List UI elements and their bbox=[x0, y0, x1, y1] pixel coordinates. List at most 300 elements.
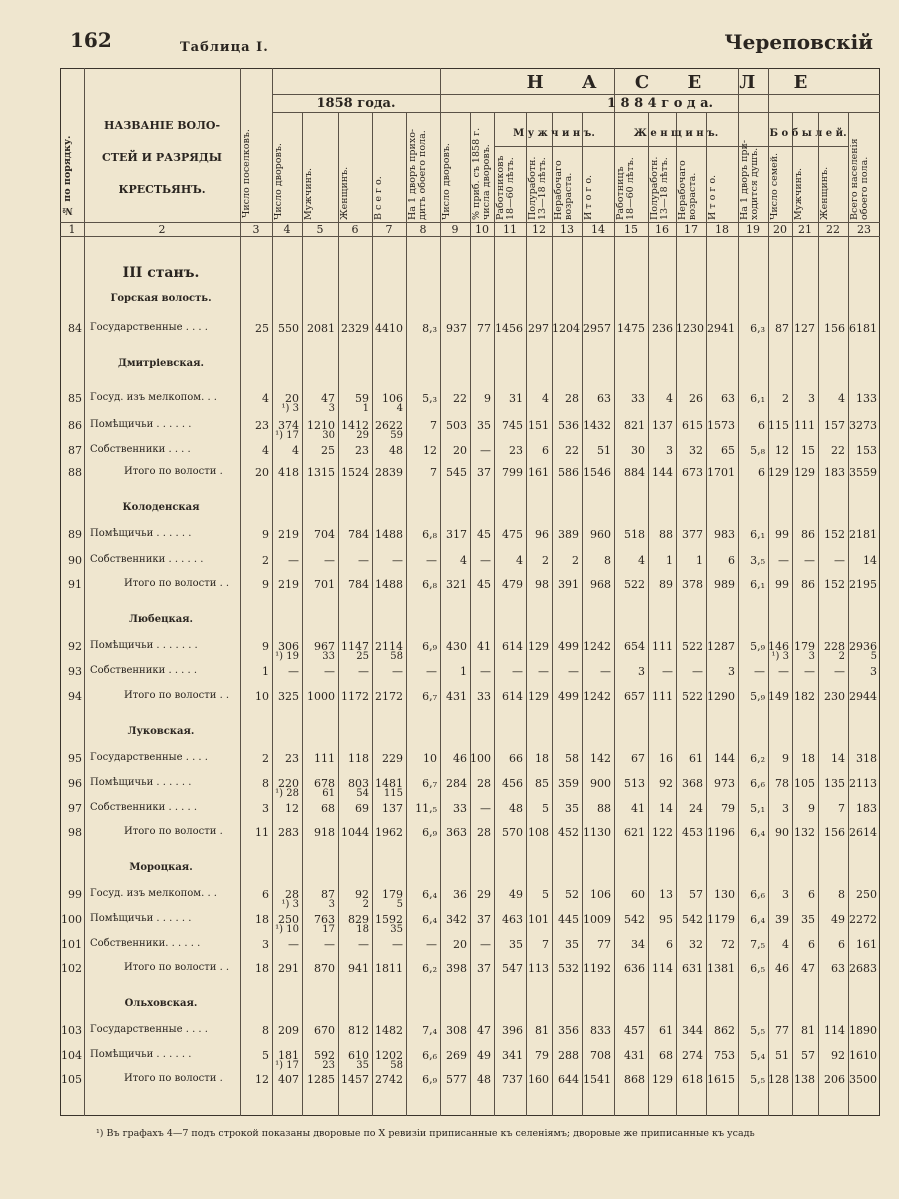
table-cell: 900 bbox=[590, 777, 611, 790]
table-cell: 152 bbox=[824, 528, 845, 541]
table-cell: 1287 bbox=[707, 640, 735, 653]
table-cell: 701 bbox=[314, 578, 335, 591]
page-number: 162 bbox=[70, 28, 112, 52]
column-c7: В с е г о. bbox=[373, 176, 384, 220]
table-cell: 130 bbox=[714, 888, 735, 901]
table-cell: 79 bbox=[721, 802, 735, 815]
table-subcell: 17 bbox=[322, 924, 335, 935]
table-cell: 6,₃ bbox=[750, 322, 765, 335]
table-cell: 181 bbox=[278, 1049, 299, 1062]
table-cell: 1432 bbox=[583, 419, 611, 432]
table-cell: 46 bbox=[775, 962, 789, 975]
table-cell: 5 bbox=[542, 802, 549, 815]
column-number: 23 bbox=[857, 223, 871, 236]
column-number: 11 bbox=[503, 223, 517, 236]
table-cell: 6,₄ bbox=[422, 913, 437, 926]
table-cell: 4 bbox=[838, 392, 845, 405]
column-c18: И т о г о. bbox=[707, 174, 718, 220]
table-cell: 46 bbox=[453, 752, 467, 765]
table-cell: — bbox=[754, 665, 765, 678]
table-cell: 152 bbox=[824, 578, 845, 591]
table-cell: 829 bbox=[348, 913, 369, 926]
row-label: Помѣщичьи . . . . . . bbox=[90, 777, 192, 788]
table-cell: 37 bbox=[477, 466, 491, 479]
table-cell: 6,₁ bbox=[750, 392, 765, 405]
row-number: 85 bbox=[68, 392, 82, 405]
header-1884: 1 8 8 4 г о д а. bbox=[606, 96, 714, 111]
table-cell: — bbox=[324, 665, 335, 678]
table-cell: 463 bbox=[502, 913, 523, 926]
table-cell: 6 bbox=[808, 888, 815, 901]
table-cell: 1890 bbox=[849, 1024, 877, 1037]
table-cell: 22 bbox=[453, 392, 467, 405]
table-cell: 45 bbox=[477, 578, 491, 591]
table-cell: 63 bbox=[831, 962, 845, 975]
table-cell: — bbox=[480, 444, 491, 457]
table-cell: 1009 bbox=[583, 913, 611, 926]
table-cell: 1172 bbox=[341, 690, 369, 703]
table-cell: 884 bbox=[624, 466, 645, 479]
table-cell: 4 bbox=[262, 444, 269, 457]
table-cell: 547 bbox=[502, 962, 523, 975]
row-number: 90 bbox=[68, 554, 82, 567]
table-cell: 8 bbox=[604, 554, 611, 567]
table-cell: 763 bbox=[314, 913, 335, 926]
table-cell: 941 bbox=[348, 962, 369, 975]
table-cell: 678 bbox=[314, 777, 335, 790]
table-cell: 230 bbox=[824, 690, 845, 703]
column-number: 8 bbox=[419, 223, 427, 236]
table-cell: 52 bbox=[565, 888, 579, 901]
table-cell: 3559 bbox=[849, 466, 877, 479]
table-cell: 5,₉ bbox=[750, 690, 765, 703]
table-cell: 5 bbox=[542, 888, 549, 901]
table-cell: 137 bbox=[652, 419, 673, 432]
table-cell: 14 bbox=[863, 554, 877, 567]
table-cell: 4 bbox=[516, 554, 523, 567]
column-number: 1 bbox=[68, 223, 76, 236]
table-cell: 1615 bbox=[707, 1073, 735, 1086]
table-cell: 5,₃ bbox=[422, 392, 437, 405]
column-number: 15 bbox=[624, 223, 638, 236]
table-cell: 26 bbox=[689, 392, 703, 405]
table-cell: — bbox=[480, 802, 491, 815]
table-cell: 753 bbox=[714, 1049, 735, 1062]
table-cell: 3273 bbox=[849, 419, 877, 432]
table-cell: 522 bbox=[682, 690, 703, 703]
table-cell: 522 bbox=[682, 640, 703, 653]
table-cell: 4 bbox=[638, 554, 645, 567]
table-cell: 129 bbox=[652, 1073, 673, 1086]
table-cell: 708 bbox=[590, 1049, 611, 1062]
table-cell: 6,₉ bbox=[422, 640, 437, 653]
table-cell: 1573 bbox=[707, 419, 735, 432]
table-cell: 114 bbox=[824, 1024, 845, 1037]
table-cell: — bbox=[288, 665, 299, 678]
table-subcell: ¹) 3 bbox=[771, 651, 789, 662]
table-cell: 6,₉ bbox=[422, 1073, 437, 1086]
table-cell: 456 bbox=[502, 777, 523, 790]
table-cell: 9 bbox=[262, 528, 269, 541]
table-label: Таблица I. bbox=[180, 40, 269, 55]
table-cell: 111 bbox=[652, 640, 673, 653]
table-cell: 98 bbox=[535, 578, 549, 591]
table-cell: 87 bbox=[775, 322, 789, 335]
table-cell: 499 bbox=[558, 640, 579, 653]
table-cell: 161 bbox=[528, 466, 549, 479]
table-cell: 35 bbox=[565, 938, 579, 951]
table-cell: 2113 bbox=[849, 777, 877, 790]
table-cell: 2114 bbox=[375, 640, 403, 653]
column-number: 4 bbox=[283, 223, 291, 236]
rule-colnums bbox=[60, 236, 880, 237]
table-cell: 61 bbox=[659, 1024, 673, 1037]
row-number: 104 bbox=[61, 1049, 82, 1062]
table-cell: 99 bbox=[775, 528, 789, 541]
row-label: Собственники . . . . . bbox=[90, 665, 198, 676]
table-cell: 4 bbox=[460, 554, 467, 567]
table-cell: 12 bbox=[255, 1073, 269, 1086]
table-cell: 318 bbox=[856, 752, 877, 765]
row-number: 93 bbox=[68, 665, 82, 678]
table-cell: 704 bbox=[314, 528, 335, 541]
table-cell: 542 bbox=[682, 913, 703, 926]
table-cell: 129 bbox=[528, 640, 549, 653]
table-cell: — bbox=[778, 665, 789, 678]
column-settlements: Число поселковъ. bbox=[241, 129, 252, 218]
table-cell: 57 bbox=[801, 1049, 815, 1062]
table-cell: 475 bbox=[502, 528, 523, 541]
table-cell: 1457 bbox=[341, 1073, 369, 1086]
table-cell: 654 bbox=[624, 640, 645, 653]
section-title: III станъ. bbox=[122, 265, 200, 281]
table-cell: 72 bbox=[721, 938, 735, 951]
table-cell: 153 bbox=[856, 444, 877, 457]
table-cell: 47 bbox=[801, 962, 815, 975]
column-c8: На 1 дворъ прихо- дитъ обоего пола. bbox=[407, 128, 428, 220]
table-cell: 4 bbox=[666, 392, 673, 405]
table-cell: 58 bbox=[565, 752, 579, 765]
table-cell: 28 bbox=[565, 392, 579, 405]
column-name-title: НАЗВАНІЕ ВОЛО- СТЕЙ И РАЗРЯДЫ КРЕСТЬЯНЪ. bbox=[102, 119, 222, 196]
table-cell: 5,₉ bbox=[750, 640, 765, 653]
table-cell: 23 bbox=[509, 444, 523, 457]
table-cell: 1242 bbox=[583, 690, 611, 703]
table-subcell: 5 bbox=[870, 651, 877, 662]
table-cell: 342 bbox=[446, 913, 467, 926]
table-cell: 636 bbox=[624, 962, 645, 975]
table-cell: 2 bbox=[262, 752, 269, 765]
row-number: 94 bbox=[68, 690, 82, 703]
column-c9: Число дворовъ. bbox=[441, 143, 452, 220]
table-cell: 368 bbox=[682, 777, 703, 790]
table-cell: 4 bbox=[542, 392, 549, 405]
table-cell: 6 bbox=[542, 444, 549, 457]
table-cell: 111 bbox=[794, 419, 815, 432]
table-cell: 430 bbox=[446, 640, 467, 653]
table-cell: 3 bbox=[728, 665, 735, 678]
table-cell: — bbox=[392, 554, 403, 567]
table-subcell: 58 bbox=[390, 651, 403, 662]
table-subcell: 2 bbox=[838, 651, 845, 662]
table-cell: 20 bbox=[285, 392, 299, 405]
table-cell: 23 bbox=[255, 419, 269, 432]
table-cell: 25 bbox=[321, 444, 335, 457]
table-cell: 2 bbox=[262, 554, 269, 567]
row-number: 97 bbox=[68, 802, 82, 815]
table-subcell: 23 bbox=[322, 1060, 335, 1071]
table-cell: 3 bbox=[782, 802, 789, 815]
table-cell: 1381 bbox=[707, 962, 735, 975]
table-cell: 452 bbox=[558, 826, 579, 839]
table-cell: 868 bbox=[624, 1073, 645, 1086]
table-cell: 1541 bbox=[583, 1073, 611, 1086]
table-cell: 2181 bbox=[849, 528, 877, 541]
table-cell: 2683 bbox=[849, 962, 877, 975]
table-cell: 22 bbox=[565, 444, 579, 457]
table-cell: — bbox=[426, 665, 437, 678]
table-cell: 396 bbox=[502, 1024, 523, 1037]
table-cell: 973 bbox=[714, 777, 735, 790]
table-cell: 2081 bbox=[307, 322, 335, 335]
table-cell: 5,₄ bbox=[750, 1049, 765, 1062]
column-number: 20 bbox=[773, 223, 787, 236]
table-cell: 16 bbox=[659, 752, 673, 765]
row-label: Итого по волости . . bbox=[124, 690, 230, 701]
table-cell: 3500 bbox=[849, 1073, 877, 1086]
table-subcell: 35 bbox=[390, 924, 403, 935]
table-cell: 6,₈ bbox=[422, 528, 437, 541]
table-cell: 29 bbox=[477, 888, 491, 901]
table-cell: 821 bbox=[624, 419, 645, 432]
table-cell: 1592 bbox=[375, 913, 403, 926]
table-cell: 291 bbox=[278, 962, 299, 975]
table-cell: 2742 bbox=[375, 1073, 403, 1086]
table-cell: 144 bbox=[714, 752, 735, 765]
table-cell: — bbox=[288, 554, 299, 567]
table-cell: 8 bbox=[838, 888, 845, 901]
table-cell: 7 bbox=[430, 466, 437, 479]
table-cell: 431 bbox=[624, 1049, 645, 1062]
table-cell: 105 bbox=[794, 777, 815, 790]
table-cell: — bbox=[512, 665, 523, 678]
table-cell: 784 bbox=[348, 578, 369, 591]
table-cell: 8 bbox=[262, 777, 269, 790]
table-cell: 3 bbox=[808, 392, 815, 405]
table-cell: 377 bbox=[682, 528, 703, 541]
table-cell: 88 bbox=[659, 528, 673, 541]
column-number: 6 bbox=[351, 223, 359, 236]
table-cell: 6,₈ bbox=[422, 578, 437, 591]
table-cell: 32 bbox=[689, 938, 703, 951]
row-label: Собственники . . . . . . bbox=[90, 554, 204, 565]
table-cell: 11 bbox=[255, 826, 269, 839]
table-cell: — bbox=[692, 665, 703, 678]
table-cell: 63 bbox=[597, 392, 611, 405]
column-number: 13 bbox=[560, 223, 574, 236]
table-cell: 1242 bbox=[583, 640, 611, 653]
table-cell: 142 bbox=[590, 752, 611, 765]
table-subcell: ¹) 19 bbox=[275, 651, 299, 662]
table-cell: 33 bbox=[477, 690, 491, 703]
row-number: 86 bbox=[68, 419, 82, 432]
table-cell: — bbox=[426, 938, 437, 951]
table-cell: — bbox=[426, 554, 437, 567]
table-cell: — bbox=[358, 938, 369, 951]
table-cell: 115 bbox=[768, 419, 789, 432]
table-cell: 12 bbox=[775, 444, 789, 457]
table-cell: — bbox=[358, 665, 369, 678]
table-cell: 79 bbox=[535, 1049, 549, 1062]
table-cell: 862 bbox=[714, 1024, 735, 1037]
table-cell: 6,₆ bbox=[750, 777, 765, 790]
table-cell: 6,₆ bbox=[750, 888, 765, 901]
table-cell: 1475 bbox=[617, 322, 645, 335]
row-number: 95 bbox=[68, 752, 82, 765]
table-cell: 8,₃ bbox=[422, 322, 437, 335]
row-number: 103 bbox=[61, 1024, 82, 1037]
table-cell: 6 bbox=[758, 466, 765, 479]
table-subcell: 3 bbox=[808, 651, 815, 662]
table-cell: 968 bbox=[590, 578, 611, 591]
table-subcell: 61 bbox=[322, 788, 335, 799]
row-label: Собственники . . . . . bbox=[90, 802, 198, 813]
table-cell: 610 bbox=[348, 1049, 369, 1062]
table-cell: 66 bbox=[509, 752, 523, 765]
table-cell: 6 bbox=[262, 888, 269, 901]
table-cell: 363 bbox=[446, 826, 467, 839]
table-cell: — bbox=[834, 554, 845, 567]
table-cell: 3 bbox=[870, 665, 877, 678]
column-number: 17 bbox=[684, 223, 698, 236]
table-subcell: 1 bbox=[362, 403, 369, 414]
table-cell: 87 bbox=[321, 888, 335, 901]
table-cell: 69 bbox=[355, 802, 369, 815]
table-cell: 2272 bbox=[849, 913, 877, 926]
table-cell: 325 bbox=[278, 690, 299, 703]
table-cell: 522 bbox=[624, 578, 645, 591]
table-cell: 799 bbox=[502, 466, 523, 479]
row-label: Итого по волости . bbox=[124, 1073, 223, 1084]
table-cell: 550 bbox=[278, 322, 299, 335]
column-c13: Нерабочаго возраста. bbox=[553, 160, 574, 220]
table-cell: 144 bbox=[652, 466, 673, 479]
table-cell: 25 bbox=[255, 322, 269, 335]
table-cell: 156 bbox=[824, 826, 845, 839]
table-cell: 133 bbox=[856, 392, 877, 405]
table-cell: 618 bbox=[682, 1073, 703, 1086]
table-cell: 67 bbox=[631, 752, 645, 765]
table-cell: 28 bbox=[477, 826, 491, 839]
table-cell: 6 bbox=[728, 554, 735, 567]
table-cell: 960 bbox=[590, 528, 611, 541]
section-title: Мороцкая. bbox=[129, 862, 193, 873]
table-cell: 1179 bbox=[707, 913, 735, 926]
table-cell: 3 bbox=[262, 802, 269, 815]
table-cell: 41 bbox=[631, 802, 645, 815]
table-cell: 7 bbox=[838, 802, 845, 815]
row-label: Собственники . . . . bbox=[90, 444, 191, 455]
table-cell: 592 bbox=[314, 1049, 335, 1062]
section-title: Колоденская bbox=[122, 502, 200, 513]
table-cell: 68 bbox=[321, 802, 335, 815]
table-cell: 2 bbox=[542, 554, 549, 567]
table-cell: 532 bbox=[558, 962, 579, 975]
table-cell: 1130 bbox=[583, 826, 611, 839]
table-cell: 1147 bbox=[341, 640, 369, 653]
table-cell: 7 bbox=[430, 419, 437, 432]
column-num-title: № по порядку. bbox=[62, 135, 73, 216]
table-cell: 86 bbox=[801, 528, 815, 541]
table-cell: 118 bbox=[348, 752, 369, 765]
table-cell: 77 bbox=[477, 322, 491, 335]
section-title: Луковская. bbox=[127, 726, 195, 737]
table-subcell: 59 bbox=[390, 430, 403, 441]
table-cell: 63 bbox=[721, 392, 735, 405]
table-cell: 1290 bbox=[707, 690, 735, 703]
table-cell: 48 bbox=[389, 444, 403, 457]
table-cell: 2614 bbox=[849, 826, 877, 839]
table-cell: 149 bbox=[768, 690, 789, 703]
table-cell: 418 bbox=[278, 466, 299, 479]
table-cell: 128 bbox=[768, 1073, 789, 1086]
table-cell: 108 bbox=[528, 826, 549, 839]
table-cell: 631 bbox=[682, 962, 703, 975]
table-cell: 20 bbox=[453, 938, 467, 951]
table-cell: 33 bbox=[453, 802, 467, 815]
table-cell: 161 bbox=[856, 938, 877, 951]
table-cell: 4 bbox=[782, 938, 789, 951]
table-cell: 106 bbox=[382, 392, 403, 405]
table-cell: 1 bbox=[666, 554, 673, 567]
table-cell: 12 bbox=[285, 802, 299, 815]
table-cell: 114 bbox=[652, 962, 673, 975]
table-cell: 146 bbox=[768, 640, 789, 653]
table-cell: 6181 bbox=[849, 322, 877, 335]
row-label: Помѣщичьи . . . . . . . bbox=[90, 640, 198, 651]
table-cell: 6,₄ bbox=[422, 888, 437, 901]
table-cell: 100 bbox=[470, 752, 491, 765]
table-cell: 4 bbox=[262, 392, 269, 405]
column-c20: Число семей. bbox=[769, 152, 780, 220]
table-cell: 77 bbox=[775, 1024, 789, 1037]
table-cell: 183 bbox=[856, 802, 877, 815]
table-cell: 182 bbox=[794, 690, 815, 703]
table-cell: — bbox=[600, 665, 611, 678]
row-label: Итого по волости . . bbox=[124, 578, 230, 589]
table-cell: 6,₄ bbox=[750, 826, 765, 839]
row-label: Итого по волости . bbox=[124, 466, 223, 477]
table-cell: 870 bbox=[314, 962, 335, 975]
table-cell: 30 bbox=[631, 444, 645, 457]
table-cell: 22 bbox=[831, 444, 845, 457]
table-cell: 31 bbox=[509, 392, 523, 405]
column-c4: Число дворовъ. bbox=[273, 143, 284, 220]
table-cell: 33 bbox=[631, 392, 645, 405]
row-number: 105 bbox=[61, 1073, 82, 1086]
table-cell: 18 bbox=[801, 752, 815, 765]
table-cell: 288 bbox=[558, 1049, 579, 1062]
table-cell: 1210 bbox=[307, 419, 335, 432]
column-number: 14 bbox=[591, 223, 605, 236]
row-label: Итого по волости . bbox=[124, 826, 223, 837]
table-cell: — bbox=[288, 938, 299, 951]
table-cell: 745 bbox=[502, 419, 523, 432]
table-cell: — bbox=[662, 665, 673, 678]
footnote: ¹) Въ графахъ 4—7 подъ строкой показаны дворовые по X ревизіи приписанные къ селеніямъ; дворовые же приписанные къ усадь bbox=[96, 1128, 755, 1139]
table-cell: 967 bbox=[314, 640, 335, 653]
table-cell: 1488 bbox=[375, 578, 403, 591]
